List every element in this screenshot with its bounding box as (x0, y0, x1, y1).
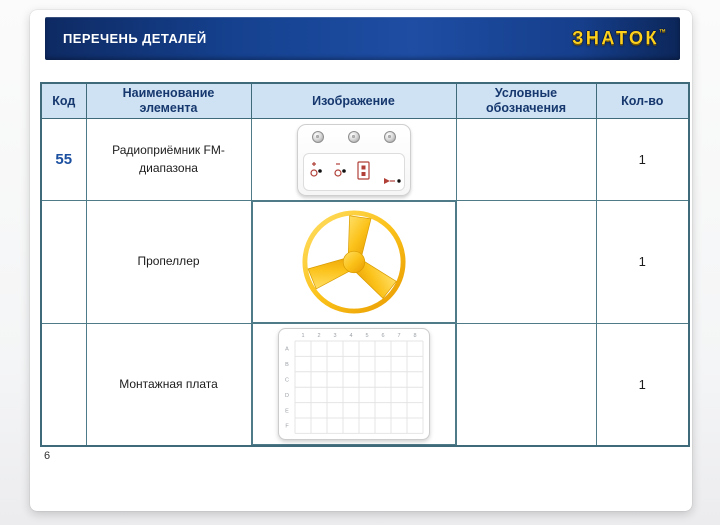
svg-text:3: 3 (332, 333, 337, 339)
svg-text:E: E (284, 408, 289, 415)
cell-quantity: 1 (596, 323, 689, 446)
snap-stud-icon (312, 131, 324, 143)
cell-code (41, 201, 86, 324)
cell-name: Радиоприёмник FM-диапазона (86, 119, 251, 201)
cell-name: Пропеллер (86, 201, 251, 324)
cell-name: Монтажная плата (86, 323, 251, 446)
table-row (41, 119, 689, 201)
table-row (41, 201, 689, 324)
manual-page (30, 10, 692, 511)
snap-stud-icon (348, 131, 360, 143)
cell-quantity: 1 (596, 201, 689, 324)
cell-symbols (456, 201, 596, 324)
col-header-code: Код (41, 83, 86, 119)
cell-symbols (456, 119, 596, 201)
mounting-board-image (278, 328, 430, 440)
brand-logo (572, 28, 666, 49)
cell-image (252, 323, 456, 445)
col-header-symbols: Условные обозначения (456, 83, 596, 119)
table-header-row (41, 83, 689, 119)
svg-text:6: 6 (380, 333, 385, 339)
svg-text:5: 5 (364, 333, 369, 339)
svg-text:A: A (284, 346, 289, 353)
svg-text:C: C (284, 377, 289, 384)
snap-stud-icon (384, 131, 396, 143)
cell-quantity: 1 (596, 119, 689, 201)
col-header-name: Наименование элемента (86, 83, 251, 119)
module-label-panel (303, 153, 405, 191)
cell-code (41, 323, 86, 446)
cell-image (252, 201, 456, 323)
svg-text:1: 1 (300, 333, 305, 339)
table-row (41, 323, 689, 446)
col-header-image: Изображение (251, 83, 456, 119)
fm-radio-receiver-image (297, 124, 411, 196)
col-header-qty: Кол-во (596, 83, 689, 119)
brand-text: ЗНАТОК (572, 28, 659, 48)
cell-symbols (456, 323, 596, 446)
section-header-bar (45, 17, 680, 60)
svg-text:D: D (284, 392, 289, 399)
svg-text:7: 7 (396, 333, 401, 339)
section-title: ПЕРЕЧЕНЬ ДЕТАЛЕЙ (63, 31, 207, 46)
cell-image (251, 119, 456, 201)
parts-table (40, 82, 690, 447)
module-markings-icon (306, 159, 402, 185)
svg-text:2: 2 (316, 333, 321, 339)
svg-text:4: 4 (348, 333, 353, 339)
propeller-image (300, 208, 408, 316)
cell-code: 55 (41, 119, 86, 201)
page-number: 6 (44, 450, 51, 462)
svg-text:F: F (284, 423, 289, 430)
svg-text:B: B (284, 362, 289, 369)
trademark-symbol: ™ (659, 29, 666, 36)
svg-text:8: 8 (412, 333, 417, 339)
